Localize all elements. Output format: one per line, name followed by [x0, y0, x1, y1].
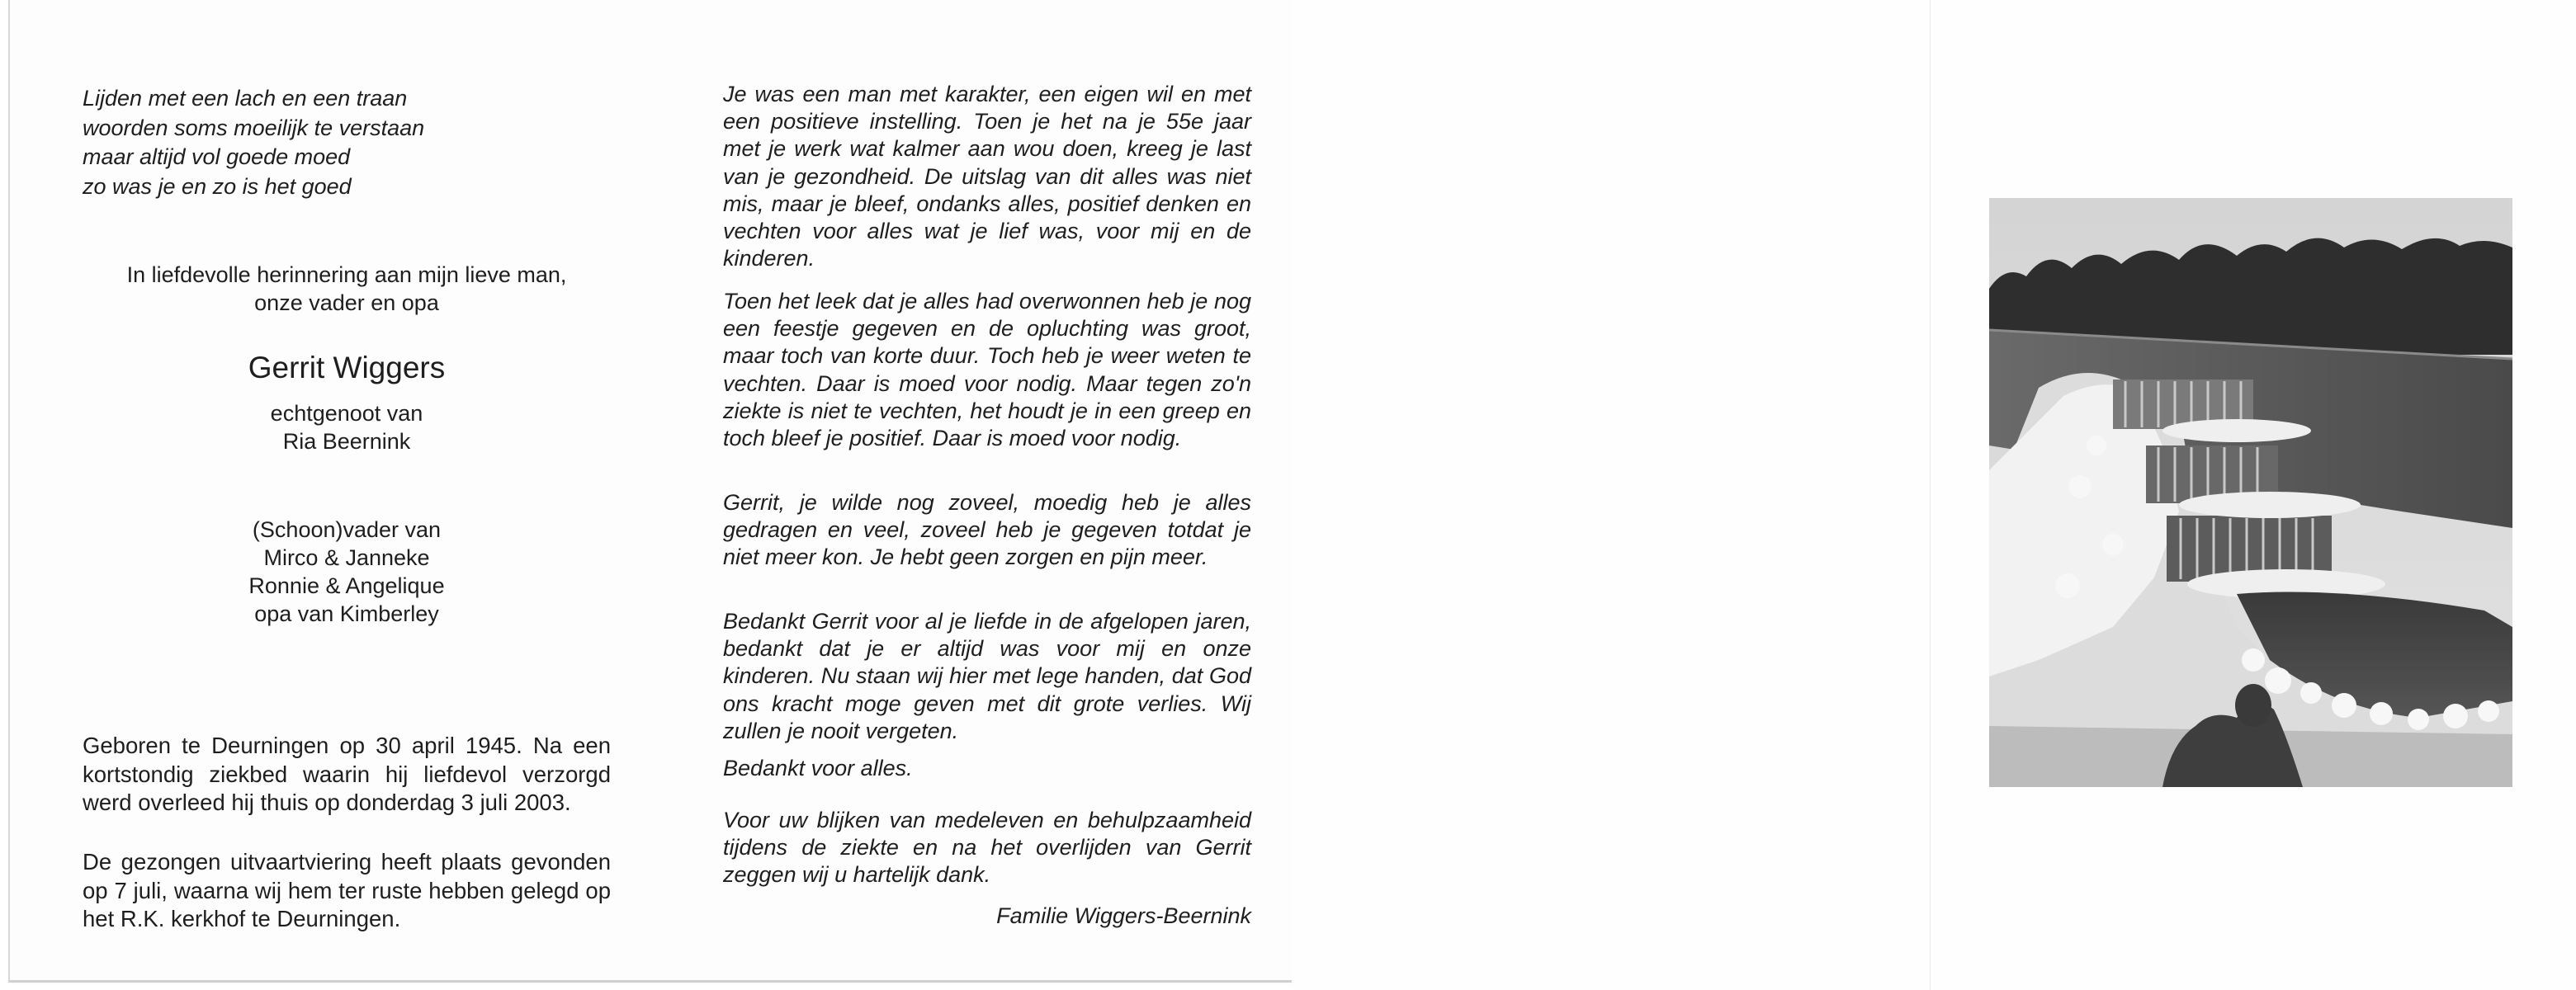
tribute-paragraph: Bedankt Gerrit voor al je liefde in de afgelopen jaren, bedankt dat je er altijd was voor mij en onze kinderen. Nu staan wij hier met lege handen, dat God ons kracht moge geven met dit grote verlies. Wij zullen je nooit vergeten.	[723, 609, 1251, 743]
waterfall-garden-photo	[1989, 198, 2512, 787]
spouse-line: Ria Beernink	[282, 429, 411, 454]
poem	[83, 84, 424, 201]
tribute-paragraph: Je was een man met karakter, een eigen wil en met een positieve instelling. Toen je het na je 55e jaar met je werk wat kalmer aan wou doen, kreeg je last van je gezondheid. De uitslag van dit alles was niet mis, maar je bleef, ondanks alles, positief denken en vechten voor alles wat je lief was, voor mij en de kinderen.	[723, 82, 1251, 271]
children-block	[83, 516, 611, 628]
poem-line: maar altijd vol goede moed	[83, 144, 351, 169]
tribute-paragraph: Bedankt voor alles.	[723, 756, 913, 780]
children-line: (Schoon)vader van	[252, 517, 442, 542]
fold-line	[1930, 0, 1931, 990]
spouse-line: echtgenoot van	[270, 401, 423, 426]
poem-line: zo was je en zo is het goed	[83, 173, 352, 199]
children-line: opa van Kimberley	[254, 601, 439, 626]
children-line: Ronnie & Angelique	[248, 573, 445, 598]
deceased-name: Gerrit Wiggers	[248, 351, 446, 384]
intro-line: In liefdevolle herinnering aan mijn lieve man,	[126, 262, 567, 287]
card-inner-sheet	[8, 0, 1293, 983]
tribute-paragraph: Gerrit, je wilde nog zoveel, moedig heb je alles gedragen en veel, zoveel heb je gegeven totdat je niet meer kon. Je hebt geen zorgen en pijn meer.	[723, 490, 1251, 570]
poem-line: Lijden met een lach en een traan	[83, 86, 408, 111]
thanks-paragraph: Voor uw blijken van medeleven en behulpzaamheid tijdens de ziekte en na het overlijden van Gerrit zeggen wij u hartelijk dank.	[723, 808, 1251, 888]
intro-line: onze vader en opa	[254, 290, 439, 315]
biography-funeral: De gezongen uitvaartviering heeft plaats gevonden op 7 juli, waarna wij hem ter ruste hebben gelegd op het R.K. kerkhof te Deurningen.	[83, 849, 611, 931]
family-signature: Familie Wiggers-Beernink	[996, 903, 1251, 928]
poem-line: woorden soms moeilijk te verstaan	[83, 115, 425, 140]
spouse-block	[83, 399, 611, 455]
children-line: Mirco & Janneke	[263, 545, 430, 570]
memorial-intro	[83, 261, 611, 317]
biography-birth-death: Geboren te Deurningen op 30 april 1945. Na een kortstondig ziekbed waarin hij liefdevol verzorgd werd overleed hij thuis op donderdag 3 juli 2003.	[83, 733, 611, 815]
tribute-paragraph: Toen het leek dat je alles had overwonnen heb je nog een feestje gegeven en de opluchting was groot, maar toch van korte duur. Toch heb je weer weten te vechten. Daar is moed voor nodig. Maar tegen zo'n ziekte is niet te vechten, het houdt je in een greep en toch bleef je positief. Daar is moed voor nodig.	[723, 289, 1251, 451]
